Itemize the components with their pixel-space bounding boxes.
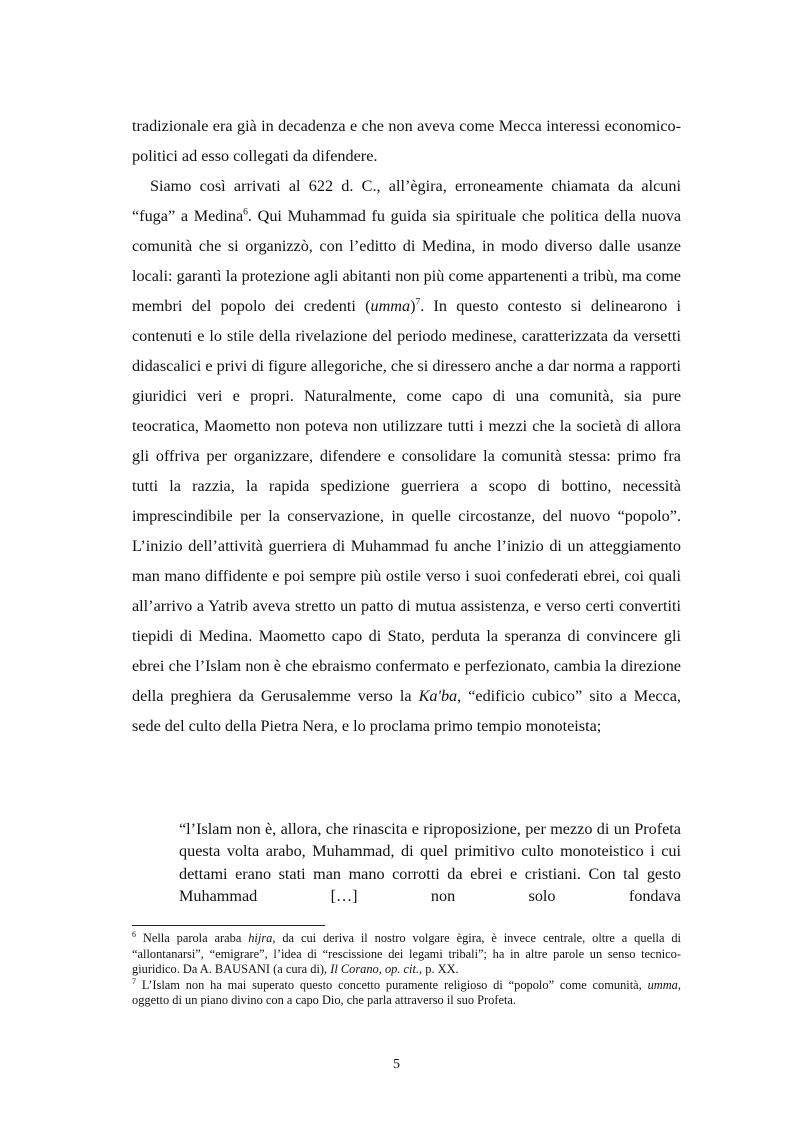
page-number: 5 (393, 1057, 400, 1072)
footnote-7-text-a: L’Islam non ha mai superato questo concetto puramente religioso di “popolo” come comunità, (136, 977, 648, 992)
p2-text-c: ) (410, 297, 416, 315)
footnote-7-number: 7 (132, 976, 136, 986)
footnote-separator (132, 925, 325, 926)
footnote-6-text-b: , da cui deriva il nostro volgare ègira, è invece centrale, oltre a quella di “allontanarsi”, “emigrare”, l’idea di “rescissione dei legami tribali”; ha in altre parole un senso tecnico-giuridico. Da A. BAUSANI (a cura di), (132, 931, 681, 976)
footnote-ref-6[interactable]: 6 (243, 207, 248, 218)
book-title: Il Corano (330, 962, 379, 976)
footnote-6-number: 6 (132, 929, 136, 939)
term-kaba: Ka'ba (418, 687, 458, 705)
p2-text-d: . In questo contesto si delinearono i contenuti e lo stile della rivelazione del periodo medinese, caratterizzata da versetti didascalici e privi di figure allegoriche, che si diressero anche a dar norma a rapporti giuridici veri e propri. Naturalmente, come capo di una comunità, sia pure teocratica, Maometto non poteva non utilizzare tutti i mezzi che la società di allora gli offriva per organizzare, difendere e consolidare la comunità stessa: primo fra tutti la razzia, la rapida spedizione guerriera a scopo di bottino, necessità imprescindibile per la conservazione, in quelle circostanze, del nuovo “popolo”. L’inizio dell’attività guerriera di Muhammad fu anche l’inizio di un atteggiamento man mano diffidente e poi sempre più ostile verso i suoi confederati ebrei, coi quali all’arrivo a Yatrib aveva stretto un patto di mutua assistenza, e verso certi convertiti tiepidi di Medina. Maometto capo di Stato, perduta la speranza di convincere gli ebrei che l’Islam non è che ebraismo confermato e perfezionato, cambia la direzione della preghiera da Gerusalemme verso la (132, 297, 681, 705)
footnote-6-text-a: Nella parola araba (136, 931, 249, 945)
term-umma: umma (370, 297, 411, 315)
p2-text-e: , “edificio cubico” sito a Mecca, sede del culto della Pietra Nera, e lo proclama primo tempio monoteista; (132, 687, 681, 735)
footnote-6-text-c: , (378, 962, 385, 976)
term-hijra: hijra (248, 931, 273, 945)
footnote-ref-7[interactable]: 7 (415, 297, 421, 308)
term-umma-footnote: umma (647, 977, 678, 992)
footnote-6-text-d: , p. XX. (419, 962, 459, 976)
footnotes (132, 931, 681, 1009)
paragraph-1: tradizionale era già in decadenza e che non aveva come Mecca interessi economico-politici ad esso collegati da difendere. (132, 117, 681, 165)
paragraph-2 (132, 171, 681, 741)
footnote-7-text-b: , oggetto di un piano divino con a capo Dio, che parla attraverso il suo Profeta. (132, 977, 681, 1007)
p2-text-b: . Qui Muhammad fu guida sia spirituale che politica della nuova comunità che si organizzò, con l’editto di Medina, in modo diverso dalle usanze locali: garantì la protezione agli abitanti non più come appartenenti a tribù, ma come membri del popolo dei credenti ( (132, 207, 682, 315)
op-cit: op. cit. (384, 962, 420, 976)
body-text (132, 111, 681, 741)
block-quote: “l’Islam non è, allora, che rinascita e riproposizione, per mezzo di un Profeta questa volta arabo, Muhammad, di quel primitivo culto monoteistico i cui dettami erano stati man mano corrotti da ebrei e cristiani. Con tal gesto Muhammad […] non solo fondava (179, 820, 681, 905)
footnote-6 (132, 931, 681, 978)
footnote-7 (132, 978, 681, 1009)
p2-text-a: Siamo così arrivati al 622 d. C., all’ègira, erroneamente chiamata da alcuni “fuga” a Medina (132, 177, 681, 225)
